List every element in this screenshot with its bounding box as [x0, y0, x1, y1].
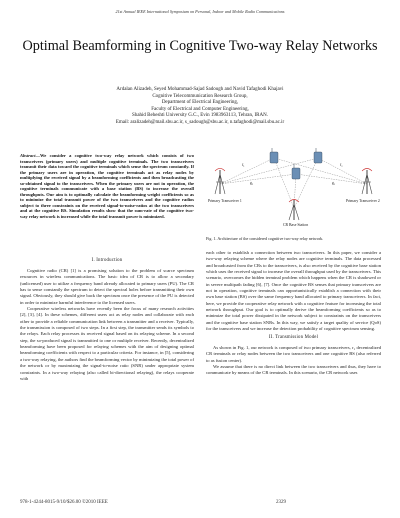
paragraph: Cognitive radio (CR) [1] is a promising solution to the problem of scarce spectrum resources in wireless communications. The basic idea of CR is to allow a secondary (unlicensed) user to utilize a frequency band already allocated to primary users (PU). The CR has to sense constantly the spectrum to detect the spectral holes before transmitting their own signal. Obviously, they should give back the spectrum once the presence of the PU is detected in order to minimize harmful interference to the licensed users. — [20, 268, 194, 305]
link-line — [220, 158, 318, 184]
author-faculty: Faculty of Electrical and Computer Engineering, — [151, 106, 249, 112]
section-heading-transmission-model: II. Transmission Model — [268, 335, 319, 341]
footer-copyright: 978-1-4244-8015-9/10/$26.00 ©2010 IEEE — [20, 500, 108, 505]
paragraph: Cooperative wireless networks have recently been the focus of many research activities [2], [3], [4]. In these schemes, different users act as relay nodes and collaborate with each other to provide a reliable communication link between a transmitter and a receiver. Typically, the transmission is composed of two steps. In a first step, the transmitter sends its symbols to the relays. Each relay processes its received signal based on its relaying scheme. In a second step, the so-produced signal is transmitted to one or multiple receiver. Recently, decentralized beamforming have been proposed for relaying schemes with the aim of designing optimal beamforming coefficients with respect to a particular criteria. For instance, in [5], considering a two-way relaying, the authors find the beamforming vector by minimizing the total power of the network or by maximizing the signal-to-noise ratio (SNR) under appropriate system constraints. In a two-way relaying (also called bi-directional relaying), the relays cooperate with — [20, 306, 194, 381]
author-names: Ardalan Alizadeh, Seyed Mohammad-Sajad Sadough and Navid Tafaghodi Khajavi — [116, 87, 284, 92]
paragraph: each other to establish a connection between two transceivers. In this paper, we consider a two-way relaying scheme where the relay nodes are cognitive terminals. The data processed and broadcasted from the CRs to the transceivers, is also received by the cognitive base station which uses the received signal to increase the overall throughput used by the transceivers. This scenario, overcomes the hidden terminal problem which happens when the CR is shadowed or in severe multipath fading [6], [7]. Once the cognitive BS senses that primary transceivers are not in operation, cognitive terminals can opportunistically establish a connection with their own base station (BS) over the same frequency band allocated to primary transceivers. In fact, here, we provide the cooperative relay network with a cognitive feature for increasing the total network throughput. Our goal is to optimally derive the beamforming coefficients so as to minimize the total power dissipated in the network subject to constraints on the transceivers and the cognitive base station SNRs. In this way, we satisfy a target quality of service (QoS) for the transceivers and we increase the detection probability of cognitive spectrum sensing. — [206, 250, 381, 332]
cr-terminal-icon — [314, 148, 322, 163]
author-block — [30, 87, 370, 126]
paragraph: As shown in Fig. 1, our network is composed of two primary transceivers, r₁ decentralized CR terminals or relay nodes between the two transceivers and one cognitive BS (also referred to as fusion center). — [206, 344, 381, 363]
figure-caption: Fig. 1. Architecture of the considered cognitive two-way relay network. — [206, 236, 324, 241]
label-transceiver-1: Primary Transceiver 1 — [208, 199, 242, 203]
label-f1: f₁ — [242, 163, 245, 167]
section-heading-introduction: I. Introduction — [91, 258, 123, 263]
label-transceiver-2: Primary Transceiver 2 — [346, 199, 380, 203]
link-line — [220, 158, 274, 184]
link-line — [220, 174, 296, 184]
author-university: Shahid Beheshti University G.C., Evin 1983963113, Tehran, IRAN. — [132, 113, 268, 118]
right-column-body — [206, 250, 381, 377]
link-line — [318, 158, 367, 184]
conference-header: 21st Annual IEEE International Symposium on Personal, Indoor and Mobile Radio Communications — [115, 9, 285, 14]
label-base-station: CR Base Station — [283, 223, 309, 227]
cr-base-station-icon — [289, 200, 299, 221]
label-f2: f₂ — [340, 163, 343, 167]
abstract-text: —We consider a cognitive two-way relay network which consists of two transceivers (primary users) and multiple cognitive terminals. The two transceivers transmit their data toward the cognitive terminals which sense the spectrum constantly. If the primary users are in operation, the cognitive terminals act as relay nodes by multiplying the received signal by a beamforming coefficients and then broadcasting the so-obtained signal to the transceivers. When the primary users are not in operation, the cognitive terminals communicate with a base station (BS) to increase the overall throughputs. Our aim is to optimally calculate the beamforming weight coefficients so as to minimize the total transmit power of the two transceivers and the cognitive radios subject to three constraints on the received signal-to-noise-ratios at the two transceivers and at the cognitive BS. Simulation results show that the sum-rate of the cognitive two-way relay network is increased while the total transmit power is minimized. — [20, 153, 194, 219]
author-dept: Department of Electrical Engineering, — [161, 100, 239, 105]
paragraph: We assume that there is no direct link between the two transceivers and thus, they have to communicate by means of the CR terminals. In this scenario, the CR network uses — [206, 363, 381, 376]
network-architecture-figure — [206, 140, 381, 228]
primary-transceiver-1-icon — [215, 169, 225, 195]
label-g2: g₂ — [332, 181, 336, 185]
author-group: Cognitive Telecommunication Research Group, — [152, 93, 248, 99]
paper-title: Optimal Beamforming in Cognitive Two-way Relay Networks — [22, 38, 378, 54]
abstract — [20, 153, 194, 219]
cr-terminal-icon — [270, 148, 278, 163]
introduction-body — [20, 268, 194, 382]
primary-transceiver-2-icon — [362, 169, 372, 195]
footer-page-number: 2329 — [276, 500, 286, 505]
cr-terminal-icon — [292, 164, 300, 179]
author-email: Email: aralizadeh@mail.sbu.ac.ir, s_sadough@sbu.ac.ir, n.tafaghodi@mail.sbu.ac.ir — [115, 119, 285, 125]
label-g1: g₁ — [250, 181, 254, 185]
abstract-label: Abstract — [20, 153, 36, 158]
